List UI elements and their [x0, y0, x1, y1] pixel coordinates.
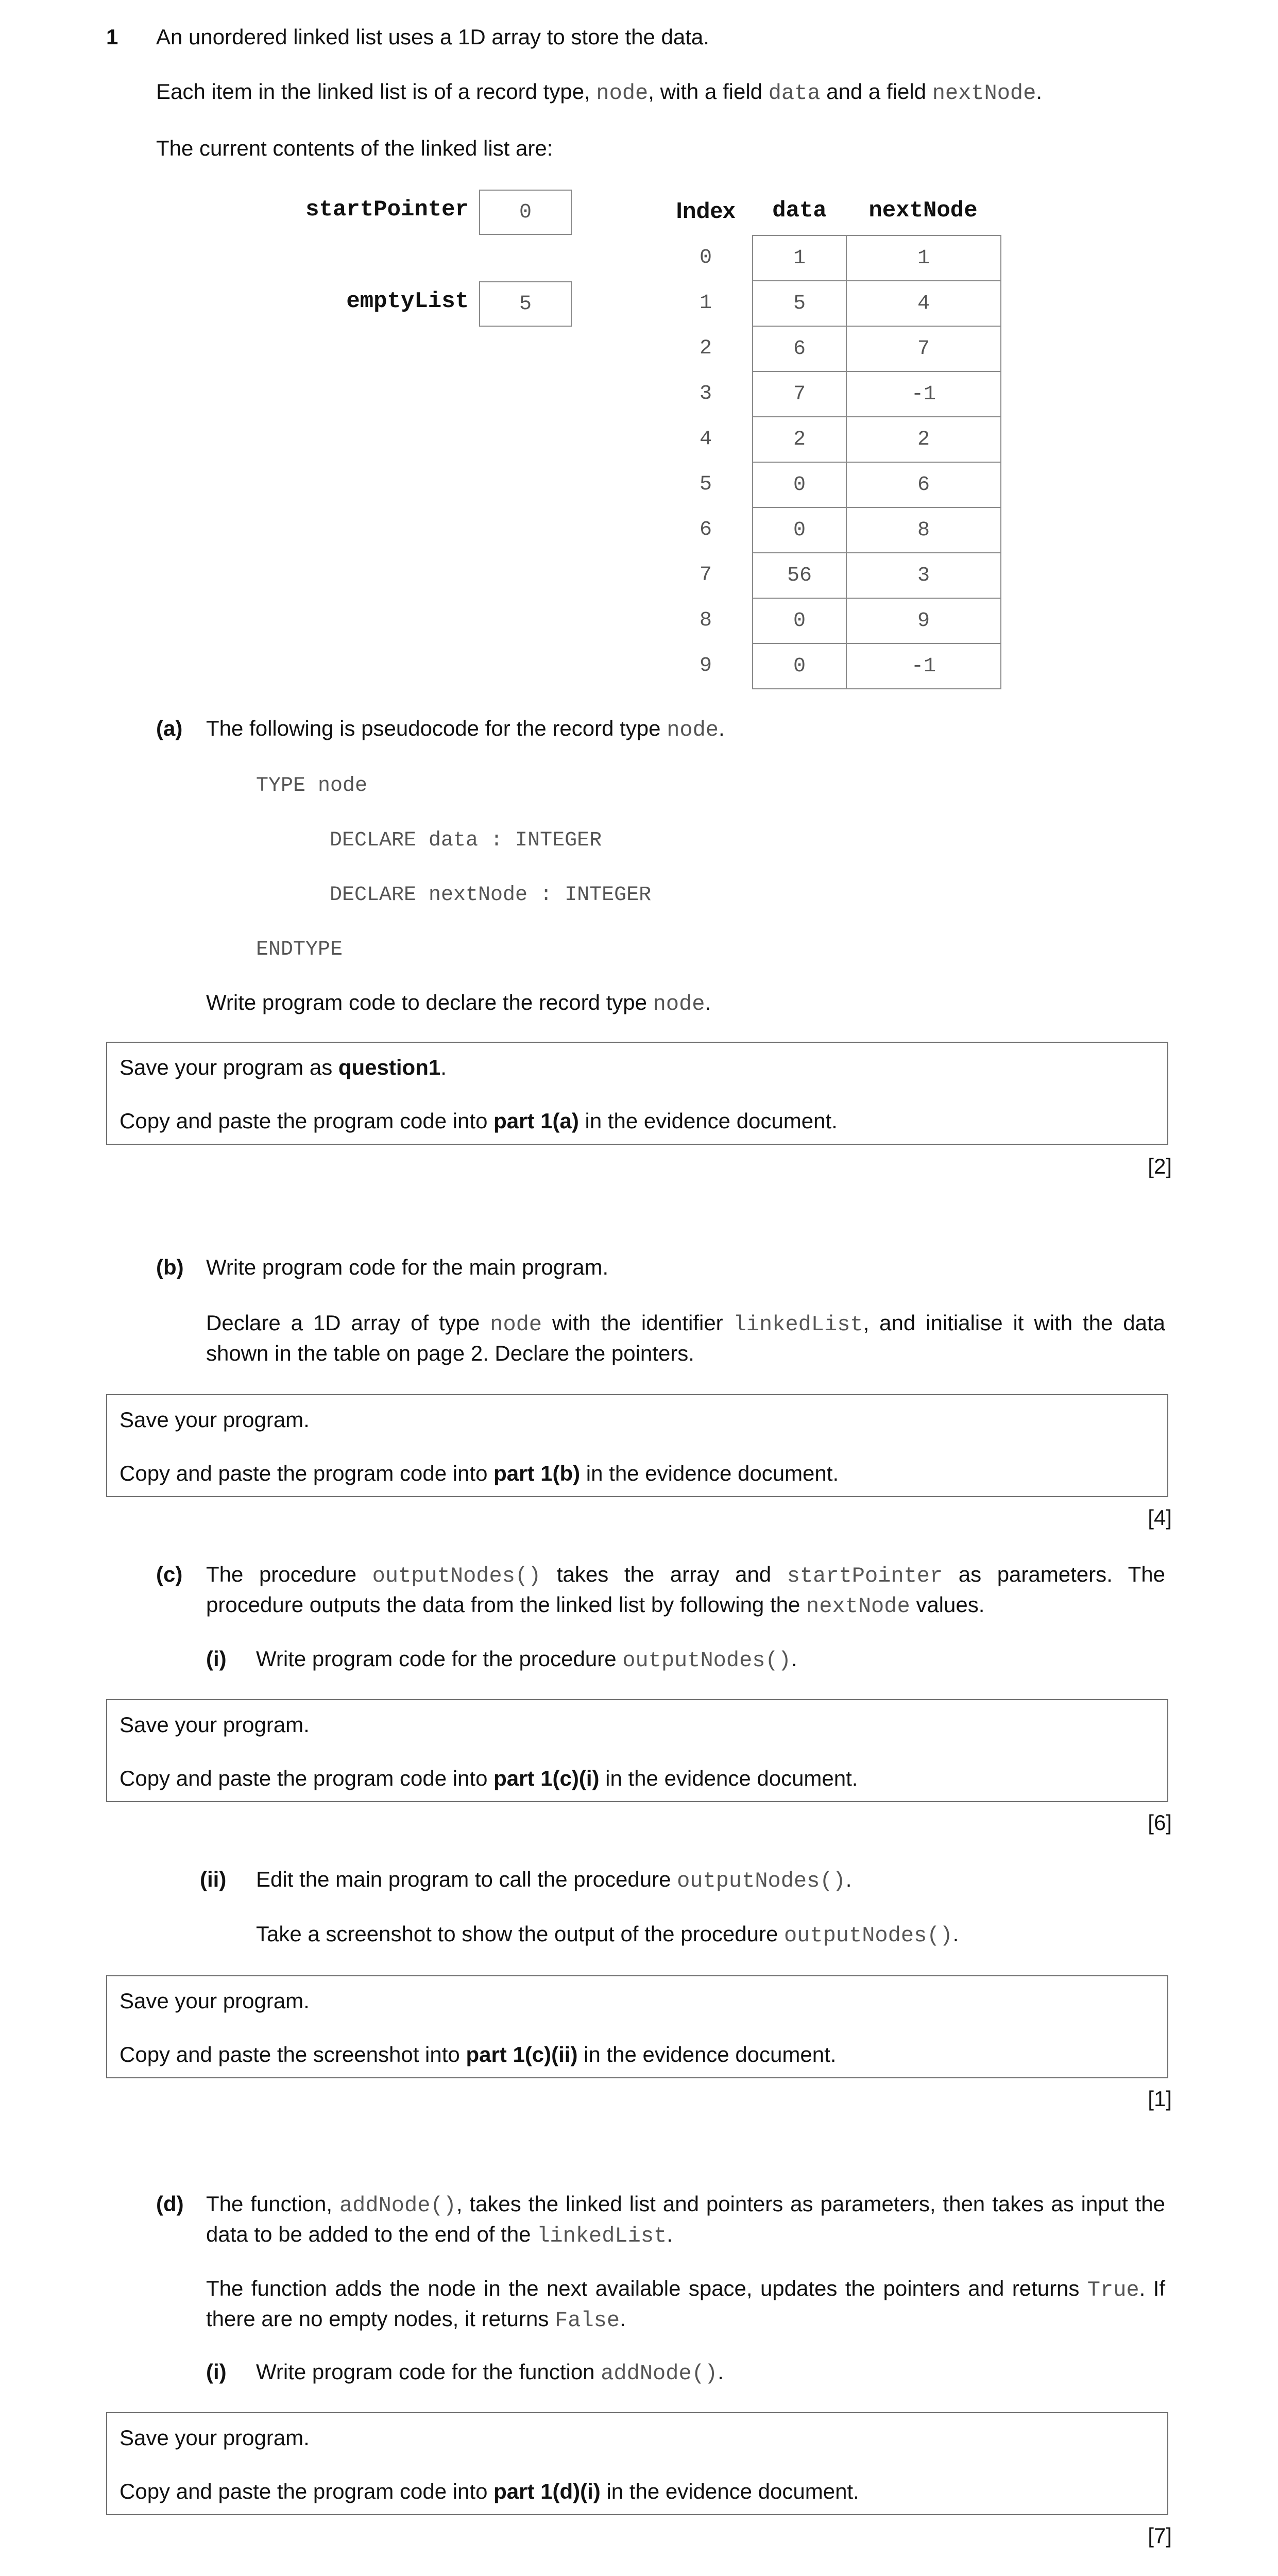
table-index-cell: 5 — [699, 473, 712, 496]
part-a-text: The following is pseudocode for the record type node. — [206, 716, 725, 742]
part-c-ii-text-2: Take a screenshot to show the output of the procedure outputNodes(). — [256, 1922, 959, 1948]
box-line-1: Save your program. — [120, 1989, 310, 2013]
table-data-cell: 1 — [752, 235, 847, 281]
table-header-data: data — [772, 198, 827, 224]
part-c-i-evidence-box — [106, 1699, 1168, 1802]
table-data-cell: 2 — [752, 416, 847, 463]
part-a-evidence-box — [106, 1042, 1168, 1145]
table-nextnode-cell: 7 — [846, 326, 1001, 372]
table-index-cell: 2 — [699, 337, 712, 360]
box-line-2: Copy and paste the program code into part 1(a) in the evidence document. — [120, 1109, 838, 1133]
pseudocode-line-4: ENDTYPE — [256, 938, 343, 961]
start-pointer-label: startPointer — [305, 197, 469, 223]
intro-line-2: Each item in the linked list is of a record type, node, with a field data and a field nextNode. — [156, 79, 1042, 106]
part-b-label: (b) — [156, 1255, 184, 1279]
table-data-cell: 56 — [752, 552, 847, 599]
table-nextnode-cell: 9 — [846, 598, 1001, 644]
question-number: 1 — [106, 25, 118, 49]
table-nextnode-cell: 3 — [846, 552, 1001, 599]
intro-line-1: An unordered linked list uses a 1D array to store the data. — [156, 25, 709, 49]
table-data-cell: 0 — [752, 507, 847, 553]
table-index-cell: 4 — [699, 428, 712, 451]
table-nextnode-cell: 8 — [846, 507, 1001, 553]
table-index-cell: 6 — [699, 518, 712, 541]
start-pointer-value: 0 — [479, 190, 572, 235]
table-data-cell: 0 — [752, 598, 847, 644]
part-c-ii-marks: [1] — [1148, 2087, 1172, 2111]
table-data-cell: 6 — [752, 326, 847, 372]
part-a-label: (a) — [156, 716, 183, 740]
pseudocode-line-3: DECLARE nextNode : INTEGER — [330, 884, 652, 907]
box-line-1: Save your program. — [120, 2426, 310, 2450]
part-d-text-2: The function adds the node in the next available space, updates the pointers and returns True. If there are no empty nodes, it returns False. — [206, 2276, 1165, 2333]
table-header-index: Index — [676, 198, 736, 223]
intro-line-3: The current contents of the linked list are: — [156, 136, 553, 160]
box-line-2: Copy and paste the screenshot into part 1(c)(ii) in the evidence document. — [120, 2042, 837, 2066]
table-nextnode-cell: 6 — [846, 462, 1001, 508]
part-d-i-evidence-box — [106, 2412, 1168, 2515]
table-data-cell: 5 — [752, 280, 847, 327]
part-a-marks: [2] — [1148, 1154, 1172, 1178]
pseudocode-line-1: TYPE node — [256, 774, 368, 798]
empty-list-value: 5 — [479, 281, 572, 327]
box-line-1: Save your program as question1. — [120, 1055, 447, 1079]
part-b-evidence-box — [106, 1394, 1168, 1497]
table-data-cell: 7 — [752, 371, 847, 417]
table-header-nextnode: nextNode — [868, 198, 978, 224]
table-index-cell: 7 — [699, 564, 712, 587]
table-index-cell: 8 — [699, 609, 712, 632]
empty-list-label: emptyList — [346, 289, 469, 314]
box-line-2: Copy and paste the program code into part 1(d)(i) in the evidence document. — [120, 2479, 859, 2503]
part-d-text: The function, addNode(), takes the linked list and pointers as parameters, then takes as input the data to be added to the end of the linkedList. — [206, 2192, 1165, 2248]
table-data-cell: 0 — [752, 643, 847, 689]
pseudocode-line-2: DECLARE data : INTEGER — [330, 829, 602, 852]
part-d-i-label: (i) — [206, 2360, 227, 2384]
table-nextnode-cell: -1 — [846, 643, 1001, 689]
part-c-i-marks: [6] — [1148, 1810, 1172, 1835]
part-c-i-text: Write program code for the procedure outputNodes(). — [256, 1647, 797, 1673]
table-index-cell: 1 — [699, 292, 712, 315]
table-data-cell: 0 — [752, 462, 847, 508]
box-line-2: Copy and paste the program code into part 1(b) in the evidence document. — [120, 1461, 839, 1485]
part-c-ii-label: (ii) — [200, 1867, 227, 1891]
part-c-i-label: (i) — [206, 1647, 227, 1671]
box-line-1: Save your program. — [120, 1408, 310, 1432]
part-c-ii-evidence-box — [106, 1975, 1168, 2078]
part-d-i-marks: [7] — [1148, 2523, 1172, 2548]
box-line-1: Save your program. — [120, 1713, 310, 1737]
part-b-text: Write program code for the main program. — [206, 1255, 609, 1279]
table-nextnode-cell: 1 — [846, 235, 1001, 281]
part-c-label: (c) — [156, 1562, 183, 1586]
part-d-label: (d) — [156, 2192, 184, 2216]
table-index-cell: 9 — [699, 654, 712, 677]
part-b-marks: [4] — [1148, 1505, 1172, 1530]
box-line-2: Copy and paste the program code into part 1(c)(i) in the evidence document. — [120, 1766, 858, 1790]
part-c-ii-text: Edit the main program to call the procedure outputNodes(). — [256, 1867, 852, 1893]
table-nextnode-cell: 4 — [846, 280, 1001, 327]
part-c-text: The procedure outputNodes() takes the array and startPointer as parameters. The procedure outputs the data from the linked list by following the nextNode values. — [206, 1562, 1165, 1619]
part-d-i-text: Write program code for the function addNode(). — [256, 2360, 724, 2386]
table-nextnode-cell: 2 — [846, 416, 1001, 463]
table-nextnode-cell: -1 — [846, 371, 1001, 417]
table-index-cell: 3 — [699, 382, 712, 405]
table-index-cell: 0 — [699, 246, 712, 269]
part-a-instruction: Write program code to declare the record type node. — [206, 990, 711, 1016]
part-b-text-2: Declare a 1D array of type node with the identifier linkedList, and initialise it with the data shown in the table on page 2. Declare the pointers. — [206, 1311, 1165, 1365]
